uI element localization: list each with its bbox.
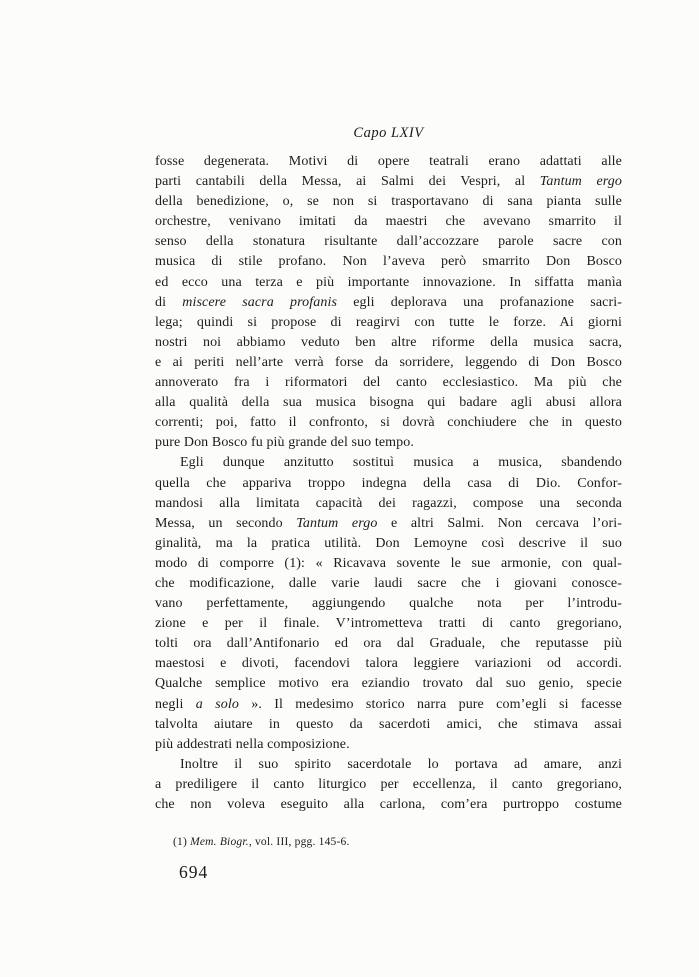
paragraph xyxy=(155,453,622,754)
text-segment: che non voleva eseguito alla carlona, com’era purtroppo costume xyxy=(155,797,622,812)
text-segment: maestosi e divoti, facendovi talora leggiere variazioni od accordi. xyxy=(155,656,622,672)
text-line xyxy=(155,433,622,453)
text-segment: alla qualità della sua musica bisogna qui badare agli abusi allora xyxy=(155,395,622,411)
text-segment: più addestrati nella composizione. xyxy=(155,736,350,752)
text-segment: ». Il medesimo storico narra pure com’egli si facesse xyxy=(238,696,622,712)
text-line xyxy=(155,373,622,393)
italic-text: a solo xyxy=(195,696,239,712)
text-segment: egli deplorava una profanazione sacri- xyxy=(337,294,622,310)
text-segment: zione e per il finale. V’intrometteva tratti di canto gregoriano, xyxy=(155,616,622,632)
text-line xyxy=(155,192,622,212)
text-line xyxy=(155,393,622,413)
text-line xyxy=(155,152,622,172)
text-segment: ginalità, ma la pratica utilità. Don Lemoyne così descrive il suo xyxy=(155,535,622,551)
text-segment: orchestre, venivano imitati da maestri che avevano smarrito il xyxy=(155,214,622,230)
text-line xyxy=(155,634,622,654)
italic-text: Mem. Biogr. xyxy=(190,836,249,848)
text-segment: lega; quindi si propose di reagirvi con tutte le forze. Ai giorni xyxy=(155,314,622,330)
text-segment: pure Don Bosco fu più grande del suo tempo. xyxy=(155,435,414,451)
text-segment: che modificazione, dalle varie laudi sacre che i giovani conosce- xyxy=(155,575,622,591)
text-segment: di xyxy=(155,294,183,310)
footnote xyxy=(173,836,622,848)
text-segment: musica di stile profano. Non l’aveva però smarrito Don Bosco xyxy=(155,254,622,270)
text-segment: mandosi alla limitata capacità dei ragazzi, compose una seconda xyxy=(155,495,622,511)
text-segment: tolti ora dall’Antifonario ed ora dal Graduale, che reputasse più xyxy=(155,636,622,652)
text-segment: senso della stonatura risultante dall’accozzare parole sacre con xyxy=(155,234,622,250)
text-line xyxy=(155,252,622,272)
running-head: Capo LXIV xyxy=(353,125,424,141)
text-line xyxy=(155,795,622,815)
text-segment: Qualche semplice motivo era eziandio trovato dal suo genio, specie xyxy=(155,676,622,692)
text-line xyxy=(155,715,622,735)
paragraph xyxy=(155,755,622,815)
text-line xyxy=(155,554,622,574)
text-segment: parti cantabili della Messa, ai Salmi dei Vespri, al xyxy=(155,174,540,190)
text-line xyxy=(155,534,622,554)
text-line xyxy=(155,695,622,715)
text-line xyxy=(155,273,622,293)
text-segment: ed ecco una terza e più importante innovazione. In siffatta manìa xyxy=(155,274,622,290)
text-segment: (1) xyxy=(173,836,191,848)
page-text xyxy=(155,152,622,815)
text-line xyxy=(155,333,622,353)
text-line xyxy=(155,313,622,333)
text-line xyxy=(155,674,622,694)
italic-text: Tantum ergo xyxy=(296,515,378,531)
text-line xyxy=(155,474,622,494)
text-line xyxy=(155,594,622,614)
text-segment: talvolta aiutare in questo da sacerdoti amici, che stimava assai xyxy=(155,716,622,732)
text-line xyxy=(155,654,622,674)
text-segment: Messa, un secondo xyxy=(155,515,297,531)
paragraph xyxy=(155,152,622,453)
text-segment: negli xyxy=(155,696,196,712)
text-line xyxy=(155,413,622,433)
text-line xyxy=(155,212,622,232)
italic-text: Tantum ergo xyxy=(539,174,622,190)
text-segment: e ai periti nell’arte verrà forse da sorridere, leggendo di Don Bosco xyxy=(155,354,622,370)
text-line xyxy=(155,614,622,634)
text-segment: della benedizione, o, se non si trasportavano di sana pianta sulle xyxy=(155,194,622,210)
text-line xyxy=(155,775,622,795)
text-segment: Egli dunque anzitutto sostituì musica a musica, sbandendo xyxy=(180,455,622,471)
text-line xyxy=(155,574,622,594)
text-segment: , vol. III, pgg. 145-6. xyxy=(248,836,350,848)
text-line xyxy=(155,735,622,755)
text-line xyxy=(155,755,622,775)
italic-text: miscere sacra profanis xyxy=(182,294,337,310)
text-segment: a prediligere il canto liturgico per eccellenza, il canto gregoriano, xyxy=(155,776,622,792)
text-line xyxy=(155,453,622,473)
page-number: 694 xyxy=(179,862,209,882)
text-segment: correnti; poi, fatto il confronto, si dovrà conchiudere che in questo xyxy=(155,415,622,431)
text-segment: nostri noi abbiamo veduto ben altre riforme della musica sacra, xyxy=(155,334,622,350)
text-segment: Inoltre il suo spirito sacerdotale lo portava ad amare, anzi xyxy=(180,756,622,772)
text-segment: e altri Salmi. Non cercava l’ori- xyxy=(377,515,622,531)
text-segment: fosse degenerata. Motivi di opere teatrali erano adattati alle xyxy=(155,154,622,169)
text-segment: quella che appariva troppo indegna della casa di Dio. Confor- xyxy=(155,475,622,491)
text-segment: modo di comporre (1): « Ricavava sovente le sue armonie, con qual- xyxy=(155,555,622,571)
text-line xyxy=(155,172,622,192)
text-line xyxy=(155,353,622,373)
text-line xyxy=(155,494,622,514)
text-segment: vano perfettamente, aggiungendo qualche nota per l’introdu- xyxy=(155,596,622,612)
text-line xyxy=(155,514,622,534)
text-line xyxy=(155,232,622,252)
text-line xyxy=(155,293,622,313)
text-segment: annoverato fra i riformatori del canto ecclesiastico. Ma più che xyxy=(155,375,622,391)
